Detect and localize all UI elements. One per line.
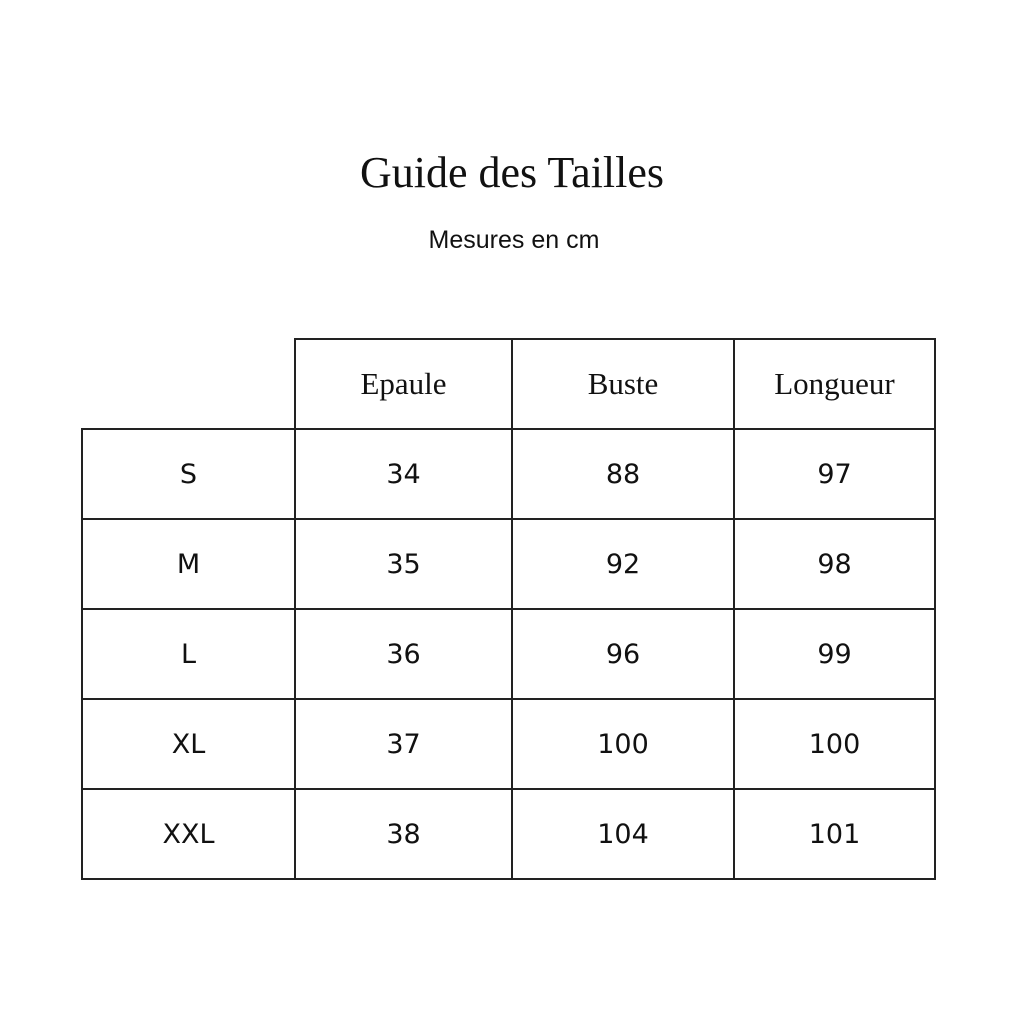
longueur-value: 99 [734,609,935,699]
column-header-longueur: Longueur [734,339,935,429]
page-title: Guide des Tailles [359,148,665,197]
buste-value: 104 [512,789,734,879]
epaule-value: 36 [295,609,512,699]
buste-value: 88 [512,429,734,519]
buste-value: 100 [512,699,734,789]
table-corner-cell [82,339,295,429]
epaule-value: 34 [295,429,512,519]
page-subtitle: Mesures en cm [428,226,600,254]
epaule-value: 37 [295,699,512,789]
longueur-value: 98 [734,519,935,609]
table-row [82,519,935,609]
size-label: XL [82,699,295,789]
table-row [82,429,935,519]
size-label: M [82,519,295,609]
epaule-value: 35 [295,519,512,609]
table-row [82,699,935,789]
size-label: S [82,429,295,519]
longueur-value: 97 [734,429,935,519]
size-guide-table [81,338,936,880]
column-header-buste: Buste [512,339,734,429]
size-label: XXL [82,789,295,879]
buste-value: 96 [512,609,734,699]
table-header-row [82,339,935,429]
size-label: L [82,609,295,699]
epaule-value: 38 [295,789,512,879]
longueur-value: 101 [734,789,935,879]
table-row [82,789,935,879]
longueur-value: 100 [734,699,935,789]
buste-value: 92 [512,519,734,609]
table-row [82,609,935,699]
column-header-epaule: Epaule [295,339,512,429]
